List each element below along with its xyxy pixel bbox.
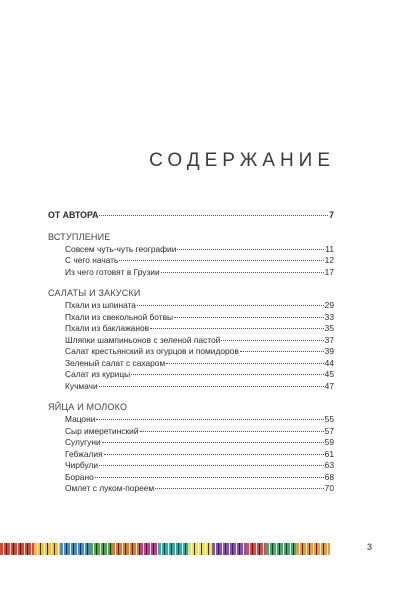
leader-dots bbox=[99, 215, 328, 216]
toc-entry-page: 44 bbox=[324, 357, 334, 368]
toc-entry-page: 17 bbox=[324, 266, 334, 277]
toc-entry-page: 57 bbox=[324, 425, 334, 436]
leader-dots bbox=[104, 454, 324, 455]
leader-dots bbox=[137, 305, 324, 306]
toc-entry-label: Зеленый салат с сахаром bbox=[65, 357, 166, 368]
decorative-pattern-strip bbox=[0, 543, 330, 555]
toc-entry-author bbox=[48, 210, 334, 222]
toc-entry bbox=[48, 381, 334, 393]
toc-entry-page: 7 bbox=[329, 210, 334, 220]
toc-entry bbox=[48, 483, 334, 495]
toc-entry-label: Сыр имеретинский bbox=[65, 425, 139, 436]
leader-dots bbox=[150, 328, 324, 329]
toc-entry-page: 45 bbox=[324, 369, 334, 379]
toc-entry-page: 55 bbox=[324, 414, 334, 424]
toc-entry bbox=[48, 255, 334, 267]
leader-dots bbox=[240, 351, 324, 352]
toc-entry-label: Пхали из баклажанов bbox=[65, 323, 150, 333]
toc-entry bbox=[48, 460, 334, 472]
contents-title: СОДЕРЖАНИЕ bbox=[149, 150, 335, 171]
toc-entry bbox=[48, 267, 334, 279]
toc-entry-page: 35 bbox=[324, 323, 334, 333]
toc-entry-label: Чирбули bbox=[65, 460, 99, 470]
toc-entry-page: 61 bbox=[324, 448, 334, 459]
toc-entry bbox=[48, 335, 334, 347]
toc-entry-label: ОТ АВТОРА bbox=[48, 210, 99, 220]
toc-entry-page: 68 bbox=[324, 471, 334, 482]
toc-entry bbox=[48, 414, 334, 426]
toc-entry-page: 29 bbox=[324, 300, 334, 310]
pattern-tile bbox=[0, 543, 34, 555]
leader-dots bbox=[102, 442, 324, 443]
pattern-tile bbox=[158, 543, 188, 555]
toc-entry-page: 33 bbox=[324, 311, 334, 322]
toc-entry-label: Пхали из шпината bbox=[65, 300, 136, 310]
pattern-tile bbox=[296, 543, 330, 555]
leader-dots bbox=[95, 477, 324, 478]
toc-entry bbox=[48, 472, 334, 484]
leader-dots bbox=[155, 488, 323, 489]
toc-entry-label: Гебжалия bbox=[65, 448, 103, 459]
section-heading: ЯЙЦА И МОЛОКО bbox=[48, 402, 128, 412]
pattern-tile bbox=[140, 543, 158, 555]
toc-entry-label: С чего начать bbox=[65, 255, 119, 265]
leader-dots bbox=[177, 249, 324, 250]
toc-entry-page: 12 bbox=[324, 255, 334, 265]
toc-entry-label: Салат крестьянский из огурцов и помидоров bbox=[65, 346, 239, 356]
pattern-tile bbox=[266, 543, 296, 555]
toc-entry bbox=[48, 369, 334, 381]
toc-entry bbox=[48, 244, 334, 256]
toc-entry-label: Омлет с луком-пореем bbox=[65, 483, 155, 493]
pattern-tile bbox=[112, 543, 140, 555]
toc-entry bbox=[48, 426, 334, 438]
leader-dots bbox=[131, 374, 323, 375]
leader-dots bbox=[174, 317, 324, 318]
toc-entry-page: 63 bbox=[324, 460, 334, 470]
table-of-contents bbox=[48, 210, 334, 495]
pattern-tile bbox=[90, 543, 112, 555]
toc-entry-page: 39 bbox=[324, 346, 334, 356]
toc-entry-label: Борано bbox=[65, 471, 94, 482]
pattern-tile bbox=[34, 543, 60, 555]
toc-entry-page: 37 bbox=[324, 334, 334, 345]
toc-entry-page: 70 bbox=[324, 483, 334, 493]
toc-entry-label: Сулугуни bbox=[65, 437, 101, 447]
toc-entry-page: 47 bbox=[324, 380, 334, 391]
toc-entry-page: 59 bbox=[324, 437, 334, 447]
leader-dots bbox=[140, 431, 324, 432]
toc-entry-label: Мацони bbox=[65, 414, 96, 424]
leader-dots bbox=[221, 340, 323, 341]
toc-entry-label: Кучмачи bbox=[65, 380, 98, 391]
toc-entry bbox=[48, 300, 334, 312]
pattern-tile bbox=[60, 543, 90, 555]
toc-sections bbox=[48, 232, 334, 495]
pattern-tile bbox=[212, 543, 246, 555]
toc-entry-label: Из чего готовят в Грузии bbox=[65, 266, 160, 277]
page-number: 3 bbox=[367, 542, 373, 552]
leader-dots bbox=[99, 465, 324, 466]
section-heading: ВСТУПЛЕНИЕ bbox=[48, 231, 111, 242]
toc-entry bbox=[48, 346, 334, 358]
pattern-tile bbox=[246, 543, 266, 555]
toc-entry bbox=[48, 312, 334, 324]
toc-entry bbox=[48, 437, 334, 449]
leader-dots bbox=[119, 260, 323, 261]
toc-entry bbox=[48, 358, 334, 370]
toc-entry-label: Совсем чуть-чуть географии bbox=[65, 243, 177, 254]
leader-dots bbox=[166, 363, 323, 364]
toc-entry bbox=[48, 323, 334, 335]
toc-entry-label: Пхали из свекольной ботвы bbox=[65, 311, 174, 322]
toc-entry-label: Шляпки шампиньонов с зеленой пастой bbox=[65, 334, 221, 345]
toc-entry bbox=[48, 449, 334, 461]
toc-entry-page: 11 bbox=[325, 243, 334, 254]
leader-dots bbox=[96, 419, 323, 420]
pattern-tile bbox=[188, 543, 212, 555]
section-heading: САЛАТЫ И ЗАКУСКИ bbox=[48, 288, 141, 298]
leader-dots bbox=[99, 386, 324, 387]
leader-dots bbox=[161, 272, 324, 273]
toc-entry-label: Салат из курицы bbox=[65, 369, 131, 379]
